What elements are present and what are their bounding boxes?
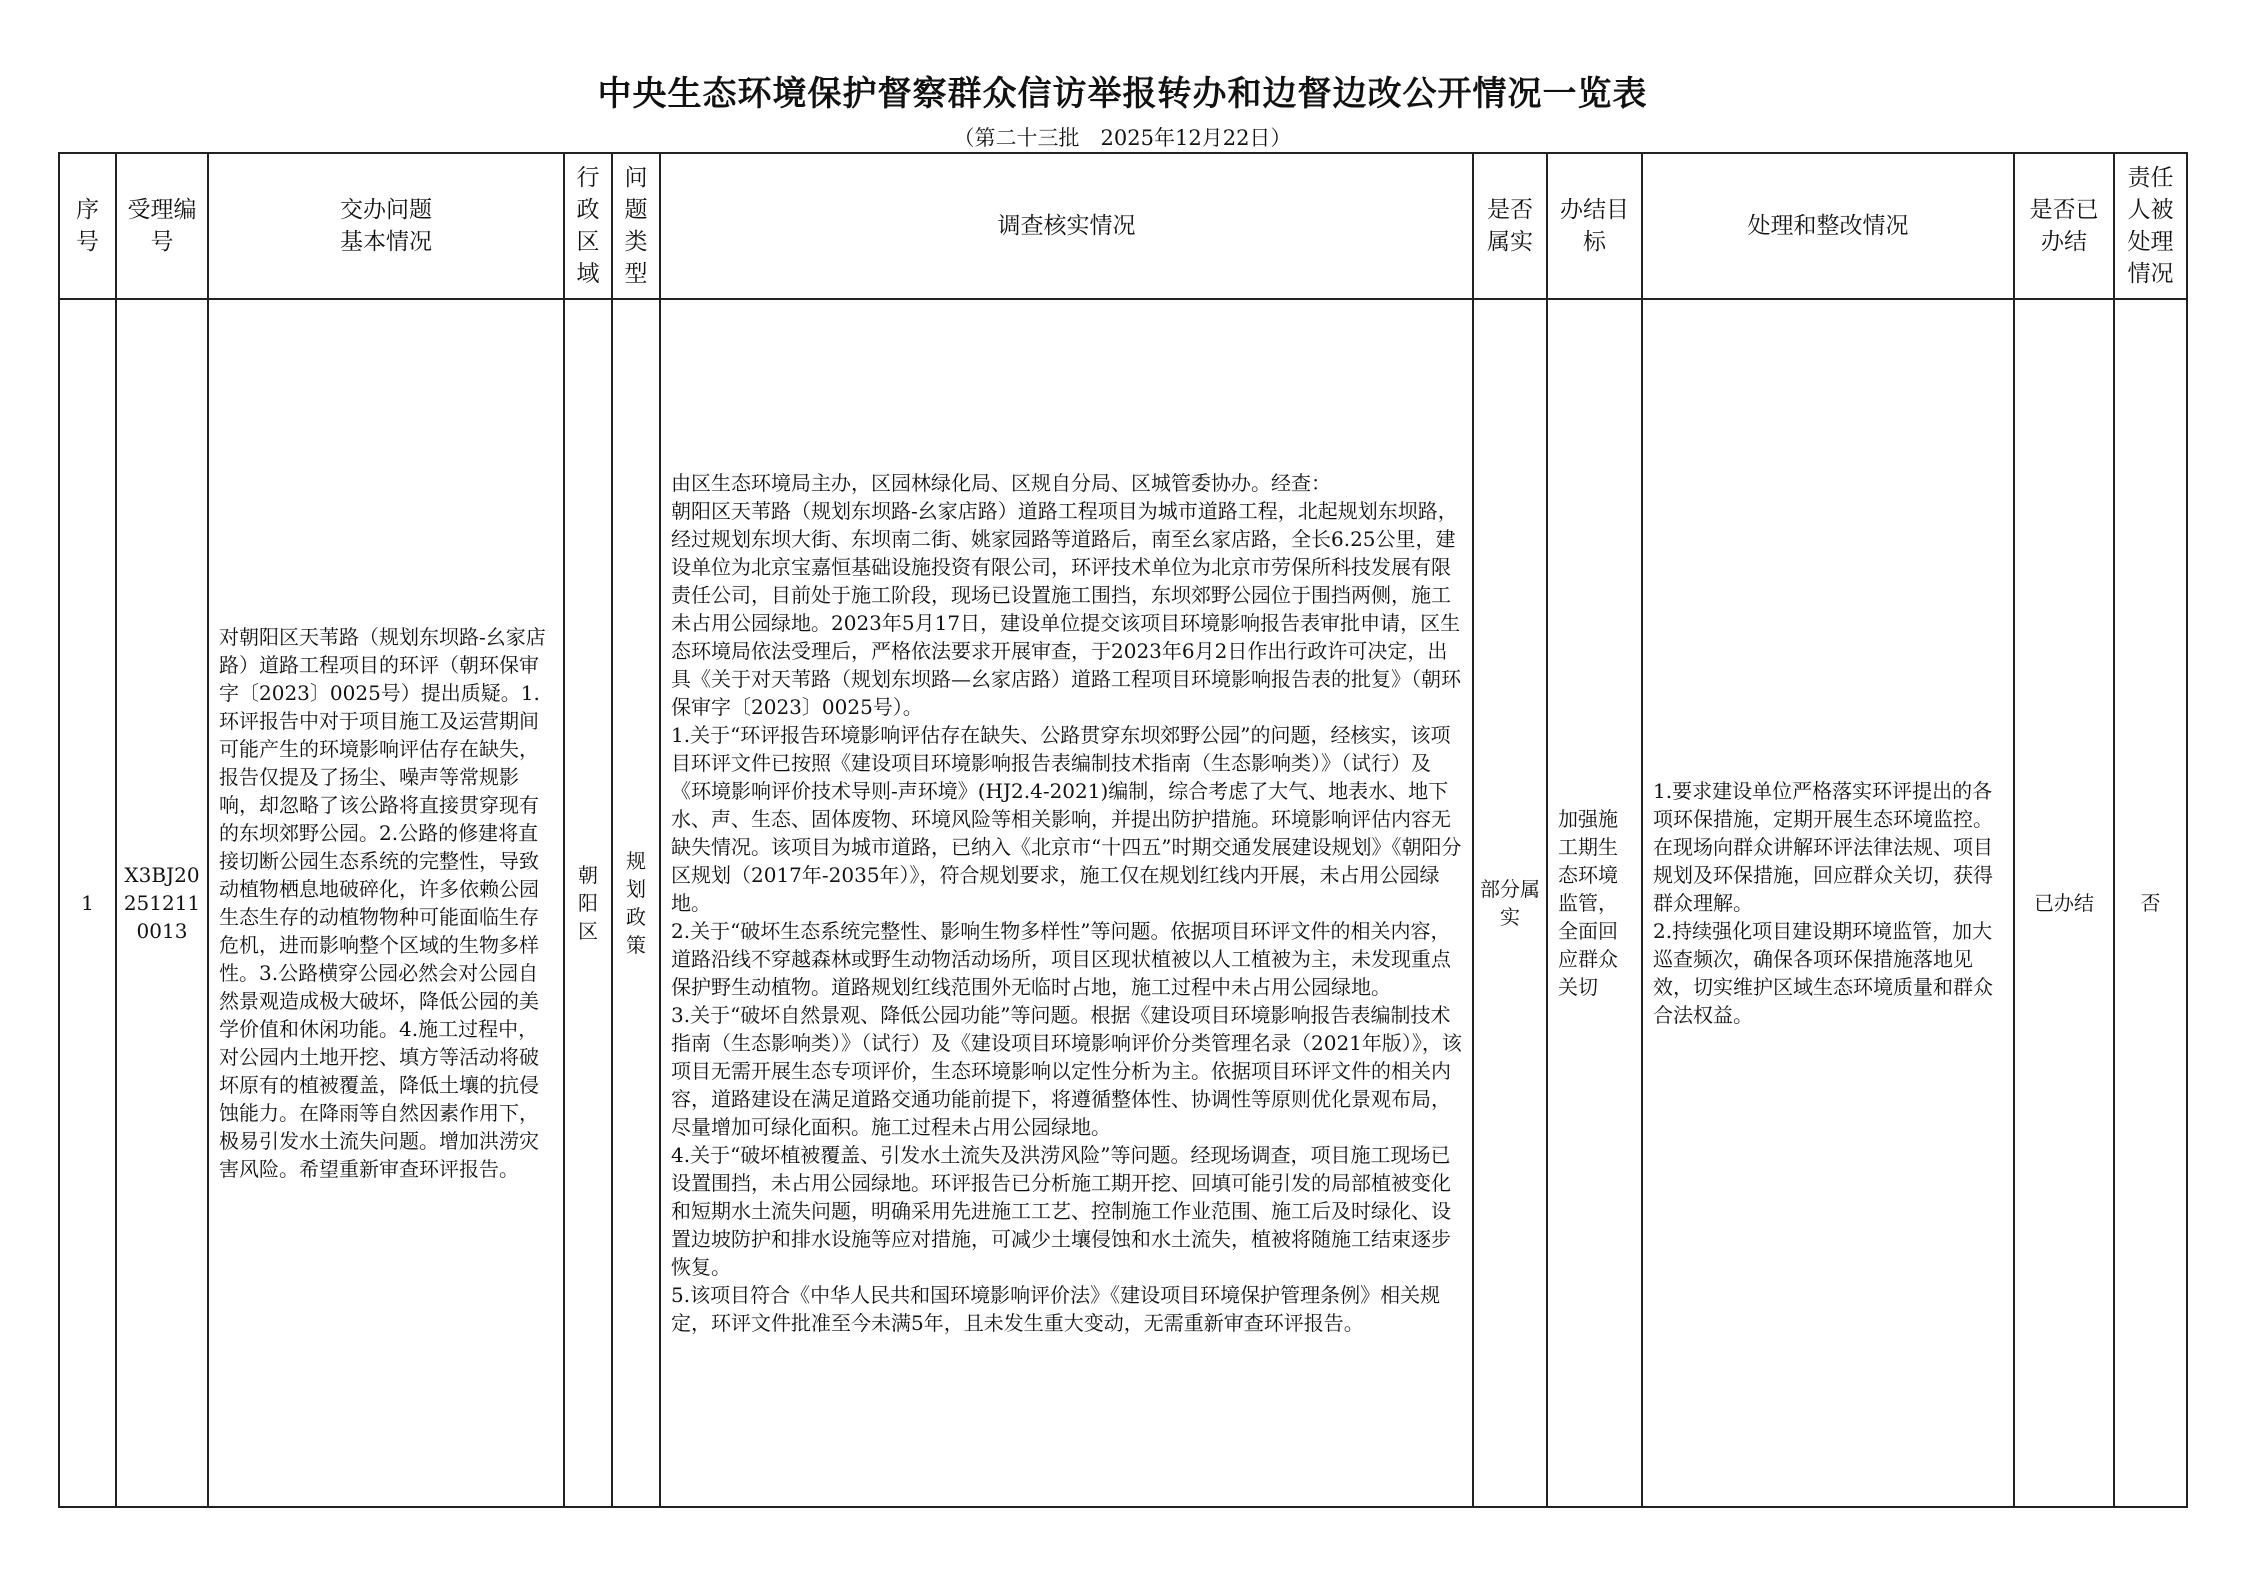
cell-verified: 部分属实 xyxy=(1473,299,1547,1507)
header-closed: 是否已办结 xyxy=(2014,153,2114,299)
investigation-paragraph: 1.关于“环评报告环境影响评估存在缺失、公路贯穿东坝郊野公园”的问题，经核实，该项目环评文件已按照《建设项目环境影响报告表编制技术指南（生态影响类）》（试行）及《环境影响评价技术导则-声环境》(HJ2.4-2021)编制，综合考虑了大气、地表水、地下水、声、生态、固体废物、环境风险等相关影响，并提出防护措施。环境影响评估内容无缺失情况。该项目为城市道路，已纳入《北京市“十四五”时期交通发展建设规划》《朝阳分区规划（2017年-2035年）》，符合规划要求，施工仅在规划红线内开展，未占用公园绿地。 xyxy=(671,723,1462,915)
table-header-row xyxy=(59,153,2187,299)
header-accountability: 责任人被处理情况 xyxy=(2114,153,2187,299)
header-goal: 办结目标 xyxy=(1547,153,1642,299)
header-investigation: 调查核实情况 xyxy=(660,153,1473,299)
table-row xyxy=(59,299,2187,1507)
document-subtitle: （第二十三批 2025年12月22日） xyxy=(953,126,1292,150)
cell-goal: 加强施工期生态环境监管，全面回应群众关切 xyxy=(1547,299,1642,1507)
header-issue: 交办问题 基本情况 xyxy=(208,153,564,299)
investigation-paragraph: 朝阳区天苇路（规划东坝路-幺家店路）道路工程项目为城市道路工程，北起规划东坝路，经过规划东坝大街、东坝南二街、姚家园路等道路后，南至幺家店路，全长6.25公里，建设单位为北京宝嘉恒基础设施投资有限公司，环评技术单位为北京市劳保所科技发展有限责任公司，目前处于施工阶段，现场已设置施工围挡，东坝郊野公园位于围挡两侧，施工未占用公园绿地。2023年5月17日，建设单位提交该项目环境影响报告表审批申请，区生态环境局依法受理后，严格依法要求开展审查，于2023年6月2日作出行政许可决定，出具《关于对天苇路（规划东坝路—幺家店路）道路工程项目环境影响报告表的批复》（朝环保审字〔2023〕0025号）。 xyxy=(671,499,1461,719)
cell-investigation xyxy=(660,299,1473,1507)
investigation-paragraph: 由区生态环境局主办，区园林绿化局、区规自分局、区城管委协办。经查： xyxy=(671,471,1331,495)
cell-district: 朝阳区 xyxy=(564,299,612,1507)
cell-handling xyxy=(1642,299,2014,1507)
investigation-paragraph: 5.该项目符合《中华人民共和国环境影响评价法》《建设项目环境保护管理条例》相关规定，环评文件批准至今未满5年，且未发生重大变动，无需重新审查环评报告。 xyxy=(671,1283,1441,1335)
header-case-no: 受理编号 xyxy=(116,153,208,299)
cell-case-no: X3BJ202512110013 xyxy=(116,299,208,1507)
cell-accountability: 否 xyxy=(2114,299,2187,1507)
header-seq: 序号 xyxy=(59,153,116,299)
cell-issue-type: 规划政策 xyxy=(612,299,660,1507)
handling-paragraph: 2.持续强化项目建设期环境监管，加大巡查频次，确保各项环保措施落地见效，切实维护区域生态环境质量和群众合法权益。 xyxy=(1653,919,1993,1027)
header-verified: 是否属实 xyxy=(1473,153,1547,299)
investigation-paragraph: 2.关于“破坏生态系统完整性、影响生物多样性”等问题。依据项目环评文件的相关内容，道路沿线不穿越森林或野生动物活动场所，项目区现状植被以人工植被为主，未发现重点保护野生动植物。道路规划红线范围外无临时占地，施工过程中未占用公园绿地。 xyxy=(671,919,1451,999)
header-issue-type: 问题类型 xyxy=(612,153,660,299)
document-title: 中央生态环境保护督察群众信访举报转办和边督边改公开情况一览表 xyxy=(597,74,1648,114)
handling-paragraph: 1.要求建设单位严格落实环评提出的各项环保措施，定期开展生态环境监控。在现场向群众讲解环评法律法规、项目规划及环保措施，回应群众关切，获得群众理解。 xyxy=(1653,779,1993,915)
disclosure-table xyxy=(58,152,2188,1508)
cell-issue: 对朝阳区天苇路（规划东坝路-幺家店路）道路工程项目的环评（朝环保审字〔2023〕0025号）提出质疑。1.环评报告中对于项目施工及运营期间可能产生的环境影响评估存在缺失，报告仅提及了扬尘、噪声等常规影响，却忽略了该公路将直接贯穿现有的东坝郊野公园。2.公路的修建将直接切断公园生态系统的完整性，导致动植物栖息地破碎化，许多依赖公园生态生存的动植物物种可能面临生存危机，进而影响整个区域的生物多样性。3.公路横穿公园必然会对公园自然景观造成极大破坏，降低公园的美学价值和休闲功能。4.施工过程中，对公园内土地开挖、填方等活动将破坏原有的植被覆盖，降低土壤的抗侵蚀能力。在降雨等自然因素作用下，极易引发水土流失问题。增加洪涝灾害风险。希望重新审查环评报告。 xyxy=(208,299,564,1507)
header-handling: 处理和整改情况 xyxy=(1642,153,2014,299)
cell-closed: 已办结 xyxy=(2014,299,2114,1507)
cell-seq: 1 xyxy=(59,299,116,1507)
header-district: 行政区域 xyxy=(564,153,612,299)
investigation-paragraph: 4.关于“破坏植被覆盖、引发水土流失及洪涝风险”等问题。经现场调查，项目施工现场已设置围挡，未占用公园绿地。环评报告已分析施工期开挖、回填可能引发的局部植被变化和短期水土流失问题，明确采用先进施工工艺、控制施工作业范围、施工后及时绿化、设置边坡防护和排水设施等应对措施，可减少土壤侵蚀和水土流失，植被将随施工结束逐步恢复。 xyxy=(671,1143,1451,1279)
investigation-paragraph: 3.关于“破坏自然景观、降低公园功能”等问题。根据《建设项目环境影响报告表编制技术指南（生态影响类）》（试行）及《建设项目环境影响评价分类管理名录（2021年版）》，该项目无需开展生态专项评价，生态环境影响以定性分析为主。依据项目环评文件的相关内容，道路建设在满足道路交通功能前提下，将遵循整体性、协调性等原则优化景观布局，尽量增加可绿化面积。施工过程未占用公园绿地。 xyxy=(671,1003,1462,1139)
